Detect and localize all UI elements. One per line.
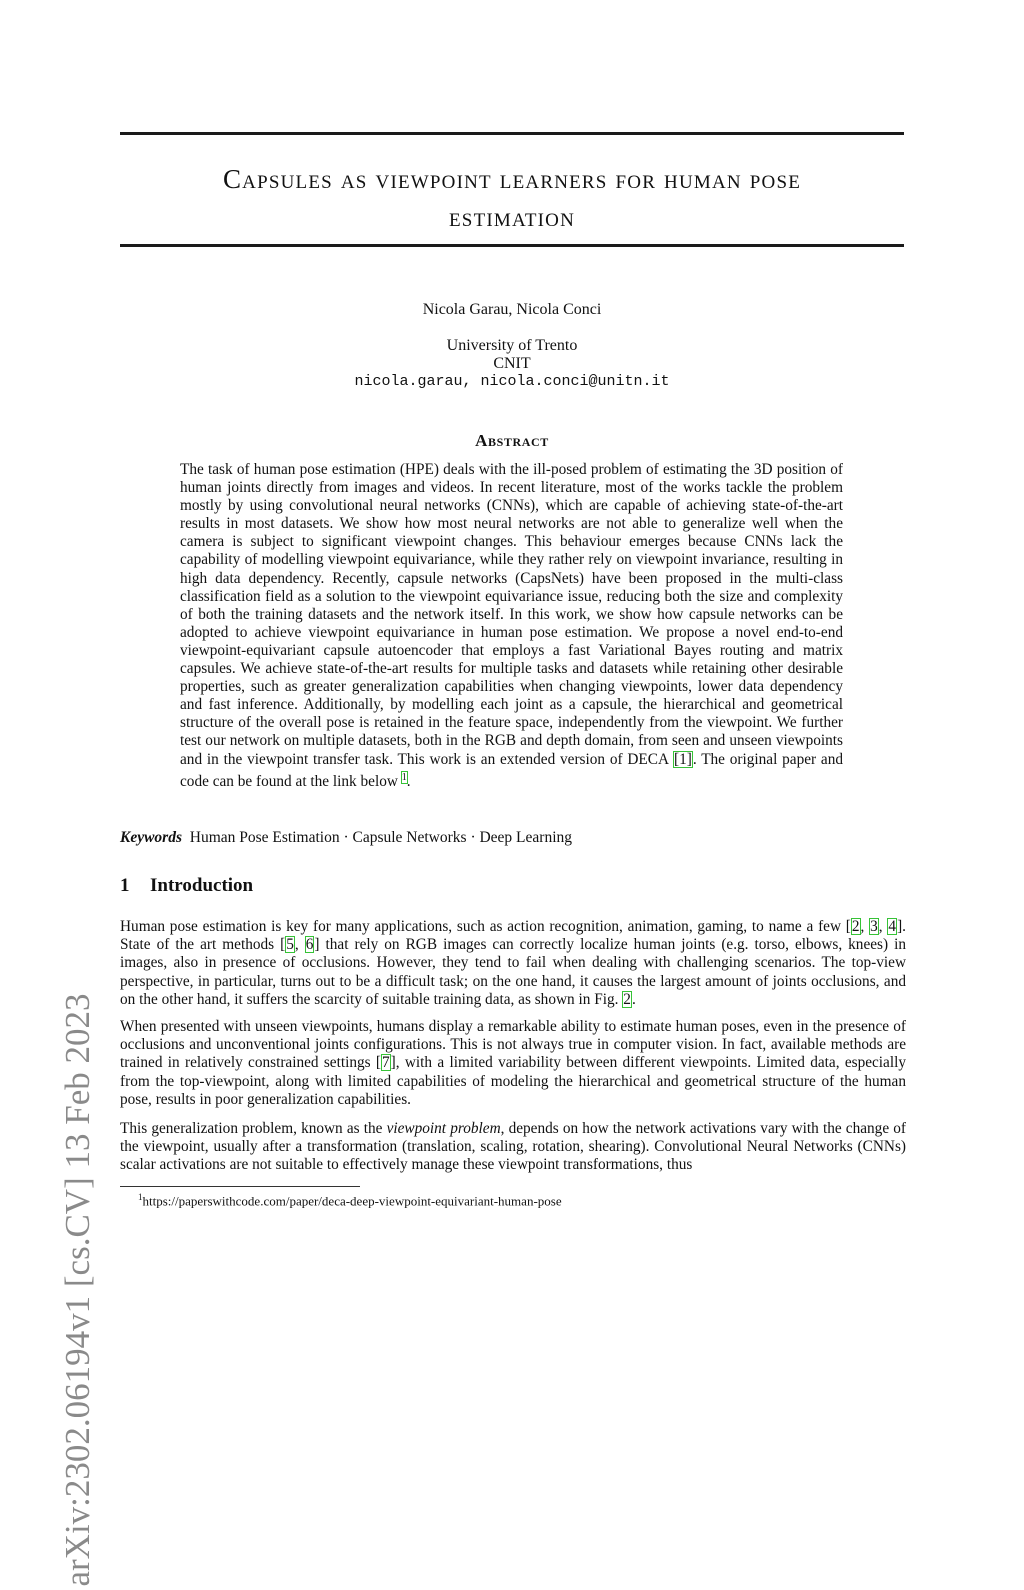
- keywords-label: Keywords: [120, 829, 182, 846]
- paragraph-2: [120, 1018, 906, 1109]
- figure-link[interactable]: 2: [623, 990, 631, 1008]
- citation-link[interactable]: 7: [382, 1054, 390, 1072]
- section-number: 1: [120, 875, 130, 896]
- keywords-text: Human Pose Estimation · Capsule Networks · Deep Learning: [189, 829, 572, 846]
- p1-text: .: [631, 990, 636, 1008]
- paragraph-1: Human pose estimation is key for many applications, such as action recognition, animation, gaming, to name a few [2, 3, 4]. State of the art methods [5, 6] that rely on RGB images can correctly localize human joints (e.g. torso, elbows, knees) in images, also in presence of occlusions. However, they tend to fail when dealing with challenging scenarios. The top-view perspective, in particular, turns out to be a difficult task; on the one hand, it causes the largest amount of joints occlusions, and on the other hand, it suffers the scarcity of suitable training data, as shown in Fig. 2.: [120, 918, 907, 1008]
- footnote-rule: [120, 1186, 360, 1187]
- citation-link[interactable]: 3: [870, 918, 878, 935]
- keywords: [120, 829, 572, 847]
- emails: nicola.garau, nicola.conci@unitn.it: [354, 373, 670, 390]
- authors: Nicola Garau, Nicola Conci: [422, 301, 602, 318]
- citation-link[interactable]: 4: [888, 918, 897, 935]
- footnote-mark: 1: [138, 1192, 143, 1202]
- citation-link[interactable]: 2: [851, 918, 860, 935]
- p1-text: Human pose estimation is key for many applications, such as action recognition, animation, gaming, to name a few [: [120, 918, 851, 935]
- p3-text: , depends on how the network activations vary with the change of the viewpoint, usually after a transformation (translation, scaling, rotation, shearing). Convolutional Neural Networks (CNNs) scalar activations are not suitable to effectively manage these viewpoint transformations, thus: [120, 1120, 907, 1174]
- title-line-1: Capsules as viewpoint learners for human pose: [222, 164, 802, 194]
- university: University of Trento: [446, 337, 578, 354]
- paper-title: [120, 160, 904, 236]
- title-rule-bottom: [120, 244, 904, 247]
- p3-text: This generalization problem, known as the: [120, 1120, 387, 1137]
- footnote-link[interactable]: 1: [401, 771, 407, 783]
- abstract-end: .: [406, 772, 411, 790]
- paragraph-3: [120, 1120, 906, 1175]
- organization: CNIT: [493, 355, 531, 372]
- section-title: Introduction: [150, 875, 254, 896]
- title-line-2: estimation: [449, 202, 575, 232]
- abstract-body: [180, 461, 843, 791]
- p1-text: ]. State of the art methods [: [120, 918, 906, 954]
- arxiv-stamp: arXiv:2302.06194v1 [cs.CV] 13 Feb 2023: [58, 993, 97, 1587]
- footnote: [138, 1192, 562, 1209]
- p2-text: ], with a limited variability between different viewpoints. Limited data, especially from the top-viewpoint, along with limited capabilities of modeling the hierarchical and geometrical structure of the human pose, results in poor generalization capabilities.: [120, 1054, 906, 1108]
- abstract-heading: Abstract: [475, 431, 549, 450]
- footnote-url[interactable]: https://paperswithcode.com/paper/deca-deep-viewpoint-equivariant-human-pose: [142, 1193, 562, 1209]
- affiliation: [120, 337, 904, 391]
- p2-text: When presented with unseen viewpoints, humans display a remarkable ability to estimate human poses, even in the presence of occlusions and unconventional joints configurations. This is not always true in computer vision. In fact, available methods are trained in relatively constrained settings [: [120, 1018, 906, 1072]
- p1-text: ] that rely on RGB images can correctly localize human joints (e.g. torso, elbows, knees) in images, also in presence of occlusions. However, they tend to fail when dealing with challenging scenarios. The top-view perspective, in particular, turns out to be a difficult task; on the one hand, it causes the largest amount of joints occlusions, and on the other hand, it suffers the scarcity of suitable training data, as shown in Fig.: [120, 936, 907, 1008]
- abstract-text-2: . The original paper and code can be found at the link below: [180, 750, 844, 790]
- abstract-text: The task of human pose estimation (HPE) deals with the ill-posed problem of estimating the 3D position of human joints directly from images and videos. In recent literature, most of the works tackle the problem mostly by using convolutional neural networks (CNNs), which are capable of achieving state-of-the-art results in most datasets. We show how most neural networks are not able to generalize well when the camera is subject to significant viewpoint changes. This behaviour emerges because CNNs lack the capability of modelling viewpoint equivariance, while they rather rely on viewpoint invariance, resulting in high data dependency. Recently, capsule networks (CapsNets) have been proposed in the multi-class classification field as a solution to the viewpoint equivariance issue, reducing both the size and complexity of both the training datasets and the network itself. In this work, we show how capsule networks can be adopted to achieve viewpoint equivariance in human pose estimation. We propose a novel end-to-end viewpoint-equivariant capsule autoencoder that employs a fast Variational Bayes routing and matrix capsules. We achieve state-of-the-art results for multiple tasks and datasets while retaining other desirable properties, such as greater generalization capabilities when changing viewpoints, lower data dependency and fast inference. Additionally, by modelling each joint as a capsule, the hierarchical and geometrical structure of the overall pose is retained in the feature space, independently from the viewpoint. We further test our network on multiple datasets, both in the RGB and depth domain, from seen and unseen viewpoints and in the viewpoint transfer task. This work is an extended version of DECA: [180, 461, 843, 768]
- citation-link[interactable]: 5: [286, 936, 294, 954]
- citation-link[interactable]: 6: [305, 936, 314, 954]
- citation-link[interactable]: [1]: [674, 750, 692, 768]
- section-heading: [120, 875, 253, 897]
- p3-emphasis: viewpoint problem: [386, 1120, 501, 1137]
- title-rule-top: [120, 132, 904, 135]
